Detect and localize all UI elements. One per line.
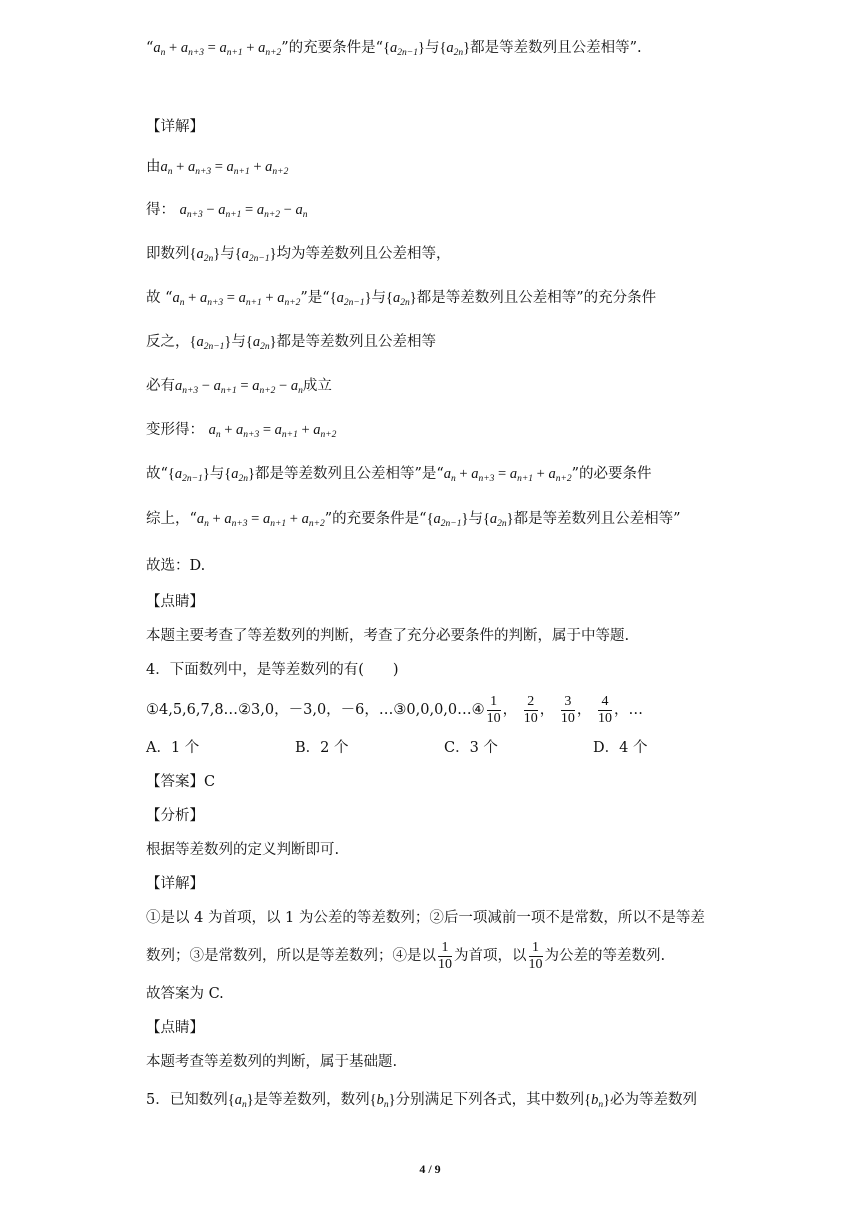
analysis-text: 根据等差数列的定义判断即可. — [146, 842, 340, 858]
solution-line: 得： $a_{n+3} - a_{n+1} = a_{n+2} - a_n$ — [146, 202, 308, 220]
solution-line: 反之，$\{a_{2n-1}\}$与$\{a_{2n}\}$都是等差数列且公差相等 — [146, 334, 437, 352]
detail-text: 数列；③是常数列，所以是等差数列；④是以 $\frac{1}{10}$ 为首项，以 $\frac{1}{10}$ 为公差的等差数列. — [146, 939, 666, 972]
section-heading-detail: 【详解】 — [146, 876, 204, 892]
conclusion-line: “$a_n + a_{n+3} = a_{n+1} + a_{n+2}$”的充要条件是“$\{a_{2n-1}\}$与$\{a_{2n}\}$都是等差数列且公差相等”. — [146, 40, 642, 58]
solution-line: 即数列$\{a_{2n}\}$与$\{a_{2n-1}\}$均为等差数列且公差相等， — [146, 246, 451, 264]
comment-text: 本题主要考查了等差数列的判断，考查了充分必要条件的判断，属于中等题. — [146, 628, 630, 644]
question-4-sequences: ①4,5,6,7,8…②3,0，－3,0，－6，…③0,0,0,0…④ $\frac{1}{10}$ ， $\frac{2}{10}$ ， $\frac{3}{10}$ ， $\frac{4}{10}$ ，… — [146, 693, 643, 726]
solution-line: 故“$\{a_{2n-1}\}$与$\{a_{2n}\}$都是等差数列且公差相等”是“$a_n + a_{n+3} = a_{n+1} + a_{n+2}$”的必要条件 — [146, 466, 652, 484]
solution-line: 变形得： $a_n + a_{n+3} = a_{n+1} + a_{n+2}$ — [146, 422, 337, 440]
fraction: $\frac{1}{10}$ — [528, 939, 543, 972]
option-d: D．4 个 — [593, 740, 648, 756]
section-heading-detail: 【详解】 — [146, 119, 204, 135]
fraction: $\frac{1}{10}$ — [438, 939, 452, 972]
answer-line: 【答案】C — [146, 774, 216, 790]
question-4-stem: 4．下面数列中，是等差数列的有( ) — [146, 662, 399, 678]
section-heading-analysis: 【分析】 — [146, 808, 204, 824]
detail-text: ①是以 4 为首项，以 1 为公差的等差数列；②后一项减前一项不是常数，所以不是等差 — [146, 910, 705, 926]
fraction: $\frac{1}{10}$ — [486, 693, 501, 726]
solution-line: 由$a_n + a_{n+3} = a_{n+1} + a_{n+2}$ — [146, 159, 289, 177]
fraction: $\frac{3}{10}$ — [560, 693, 575, 726]
option-a: A．1 个 — [146, 740, 200, 756]
choice-line: 故选：D. — [146, 558, 206, 574]
fraction: $\frac{2}{10}$ — [523, 693, 538, 726]
solution-line: 综上，“$a_n + a_{n+3} = a_{n+1} + a_{n+2}$”的充要条件是“$\{a_{2n-1}\}$与$\{a_{2n}\}$都是等差数列且公差相等” — [146, 511, 681, 529]
question-5-stem: 5．已知数列$\{a_n\}$是等差数列，数列$\{b_n\}$分别满足下列各式，其中数列$\{b_n\}$必为等差数列 — [146, 1092, 698, 1110]
option-b: B．2 个 — [295, 740, 349, 756]
detail-text: 故答案为 C. — [146, 986, 224, 1002]
option-c: C．3 个 — [444, 740, 498, 756]
comment-text: 本题考查等差数列的判断，属于基础题. — [146, 1054, 398, 1070]
page-number: 4 / 9 — [419, 1162, 441, 1176]
solution-line: 故 “$a_n + a_{n+3} = a_{n+1} + a_{n+2}$”是“$\{a_{2n-1}\}$与$\{a_{2n}\}$都是等差数列且公差相等”的充分条件 — [146, 290, 657, 308]
section-heading-comment: 【点睛】 — [146, 1020, 204, 1036]
section-heading-comment: 【点睛】 — [146, 594, 204, 610]
solution-line: 必有$a_{n+3} - a_{n+1} = a_{n+2} - a_n$成立 — [146, 378, 332, 396]
fraction: $\frac{4}{10}$ — [597, 693, 612, 726]
